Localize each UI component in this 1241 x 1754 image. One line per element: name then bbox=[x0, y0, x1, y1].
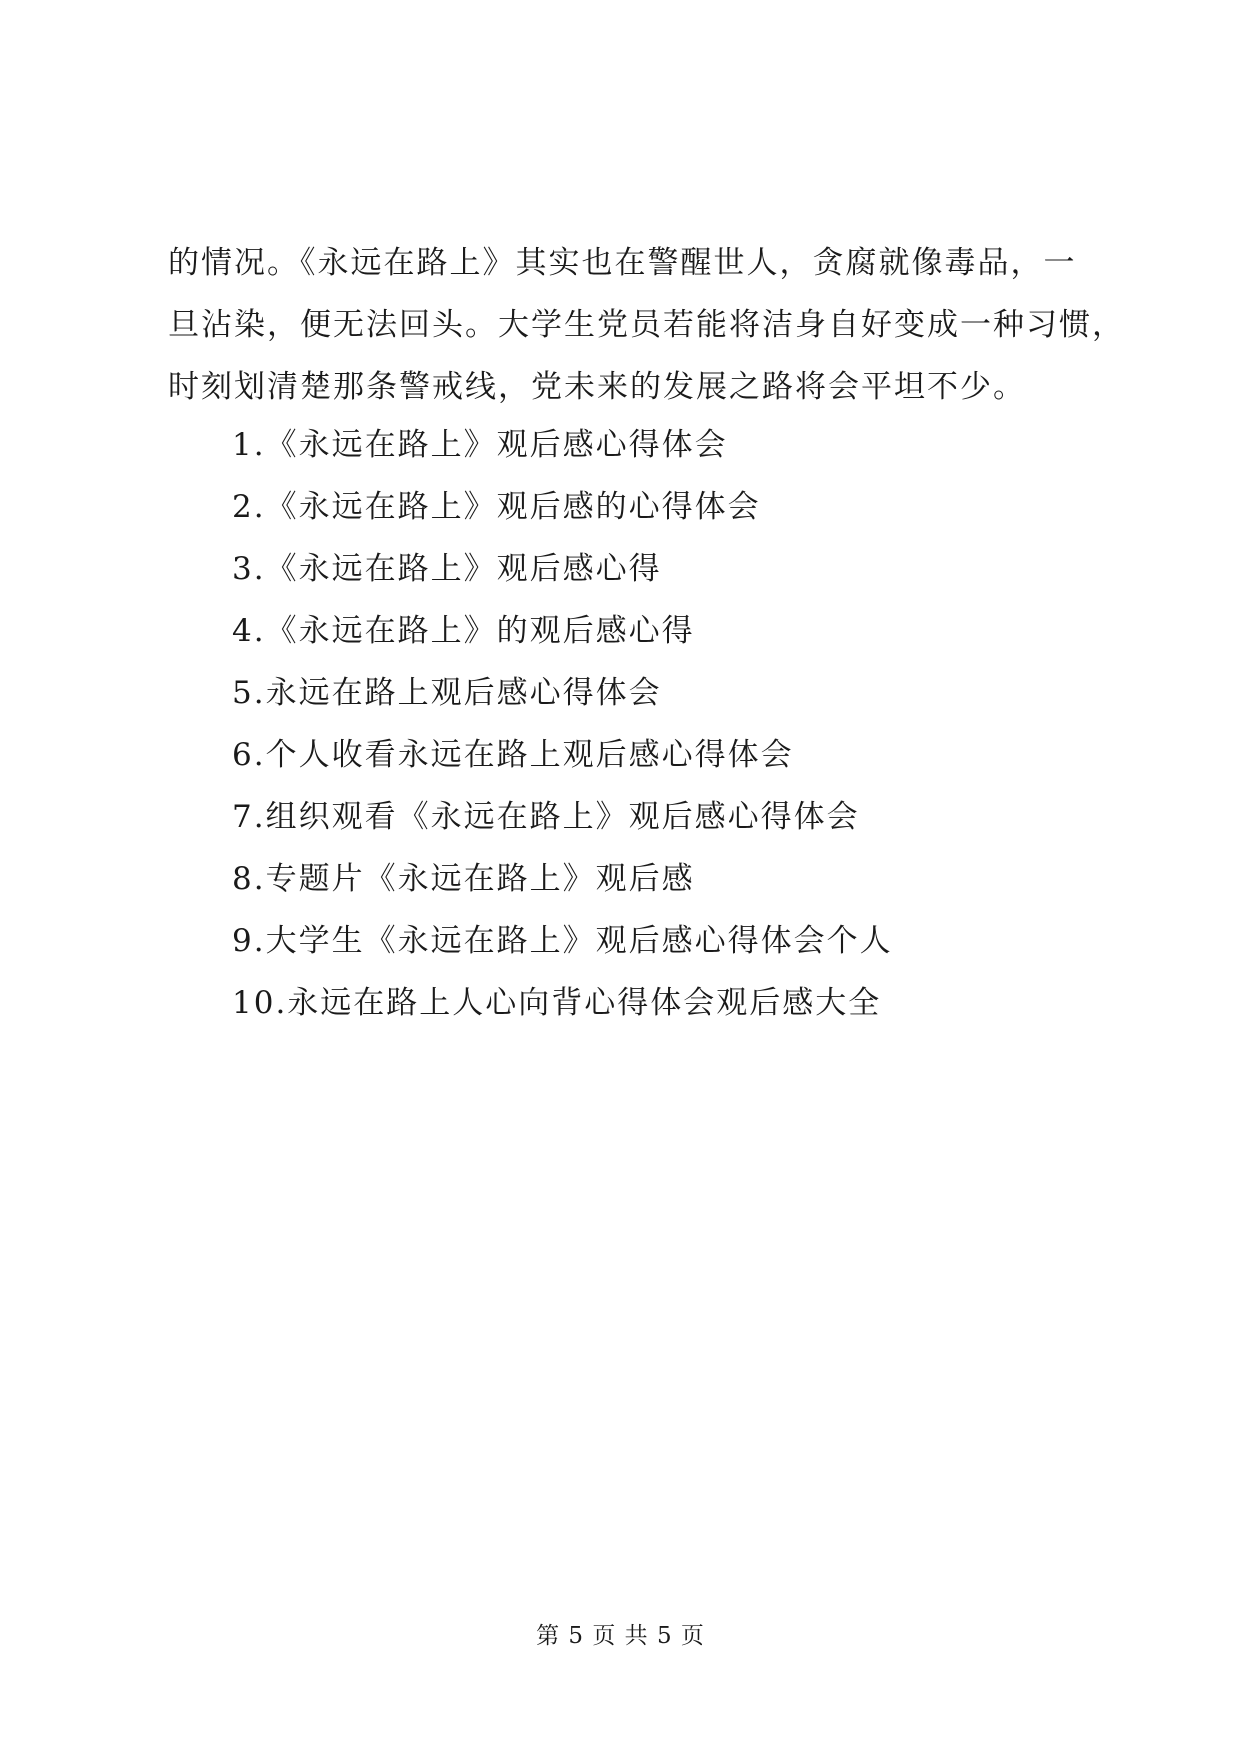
paragraph-line: 旦沾染，便无法回头。大学生党员若能将洁身自好变成一种习惯， bbox=[168, 307, 1125, 343]
list-item: 7.组织观看《永远在路上》观后感心得体会 bbox=[232, 799, 860, 835]
list-item: 10.永远在路上人心向背心得体会观后感大全 bbox=[232, 985, 882, 1021]
list-item: 9.大学生《永远在路上》观后感心得体会个人 bbox=[232, 923, 893, 959]
paragraph-line: 的情况。《永远在路上》其实也在警醒世人，贪腐就像毒品，一 bbox=[168, 245, 1077, 281]
list-item: 8.专题片《永远在路上》观后感 bbox=[232, 861, 695, 897]
page-number-footer: 第 5 页 共 5 页 bbox=[536, 1623, 705, 1649]
related-articles-list bbox=[232, 414, 893, 1034]
list-item: 4.《永远在路上》的观后感心得 bbox=[232, 613, 695, 649]
list-item: 2.《永远在路上》观后感的心得体会 bbox=[232, 489, 761, 525]
list-item: 5.永远在路上观后感心得体会 bbox=[232, 675, 662, 711]
body-paragraph bbox=[168, 232, 1125, 418]
list-item: 6.个人收看永远在路上观后感心得体会 bbox=[232, 737, 794, 773]
list-item: 3.《永远在路上》观后感心得 bbox=[232, 551, 662, 587]
paragraph-line: 时刻划清楚那条警戒线，党未来的发展之路将会平坦不少。 bbox=[168, 369, 1026, 405]
list-item: 1.《永远在路上》观后感心得体会 bbox=[232, 427, 728, 463]
